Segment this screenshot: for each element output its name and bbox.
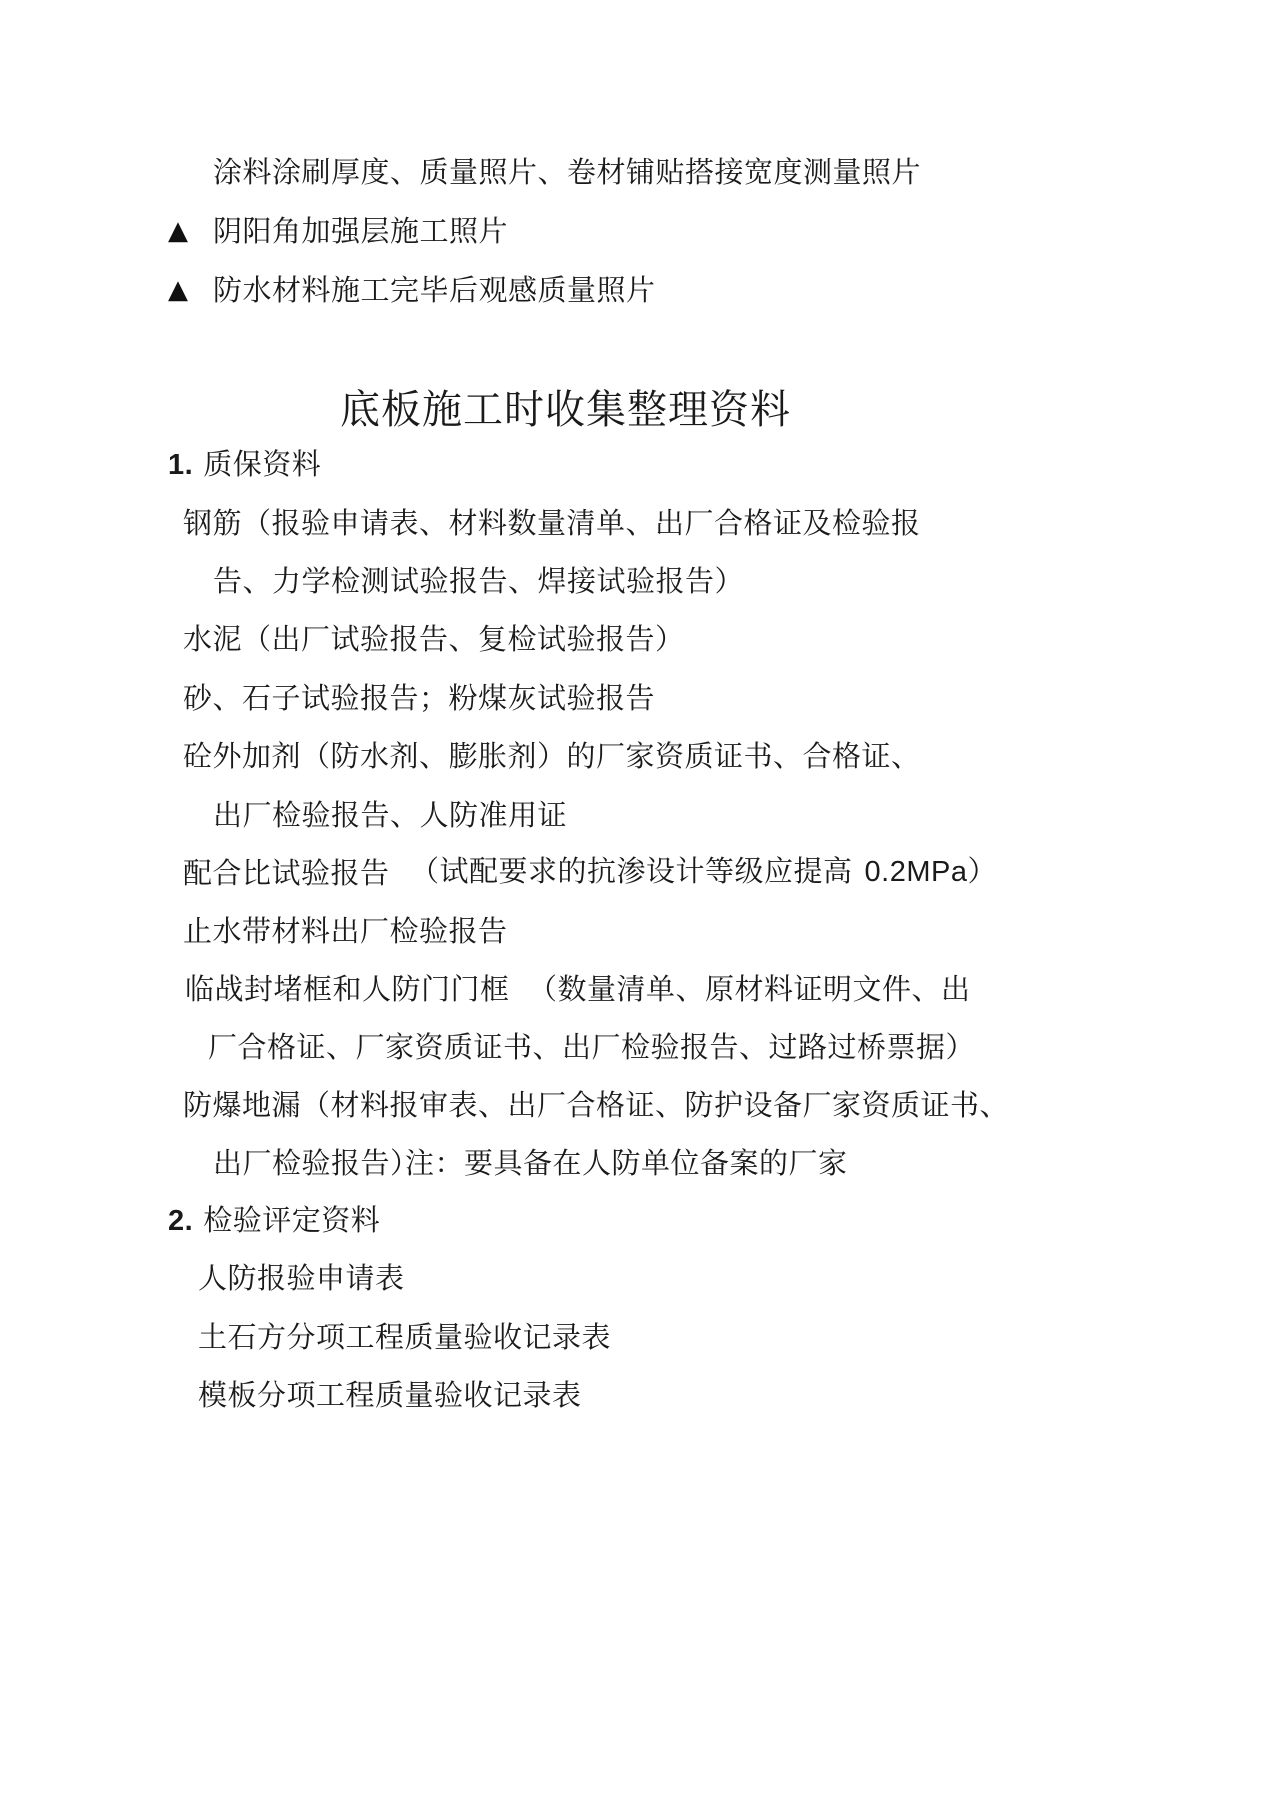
- triangle-bullet-icon: ▲: [168, 216, 188, 246]
- quality-heading-text: 质保资料: [203, 447, 322, 481]
- drain-line-2a: 出厂检验报告）: [213, 1146, 420, 1180]
- mix-ratio-note: [410, 851, 997, 892]
- mix-ratio-close: ）: [967, 854, 997, 888]
- quality-heading: [168, 444, 321, 485]
- photo-thickness-line: 涂料涂刷厚度、质量照片、卷材铺贴搭接宽度测量照片: [213, 155, 922, 189]
- section-title: 底板施工时收集整理资料: [340, 387, 791, 433]
- blast-frame-note: （数量清单、原材料证明文件、出: [528, 972, 971, 1006]
- inspection-heading: [168, 1200, 380, 1241]
- admixture-line-1: 砼外加剂（防水剂、膨胀剂）的厂家资质证书、合格证、: [183, 739, 921, 773]
- photo-item-corner: 阴阳角加强层施工照片: [213, 214, 509, 248]
- mix-ratio-main: 配合比试验报告: [183, 856, 390, 890]
- inspection-item-application: 人防报验申请表: [198, 1261, 405, 1295]
- drain-line-1: 防爆地漏（材料报审表、出厂合格证、防护设备厂家资质证书、: [183, 1088, 1010, 1122]
- drain-line-2b: 注：要具备在人防单位备案的厂家: [405, 1146, 848, 1180]
- photo-item-appearance: 防水材料施工完毕后观感质量照片: [213, 273, 656, 307]
- waterstop-line: 止水带材料出厂检验报告: [183, 914, 508, 948]
- inspection-item-formwork: 模板分项工程质量验收记录表: [198, 1378, 582, 1412]
- rebar-line-2: 告、力学检测试验报告、焊接试验报告）: [213, 564, 745, 598]
- triangle-bullet-icon: ▲: [168, 275, 188, 305]
- sand-line: 砂、石子试验报告；粉煤灰试验报告: [183, 681, 656, 715]
- cement-line: 水泥（出厂试验报告、复检试验报告）: [183, 622, 685, 656]
- blast-frame-main: 临战封堵框和人防门门框: [185, 972, 510, 1006]
- mix-ratio-value: 0.2MPa: [864, 856, 968, 888]
- mix-ratio-note-text: （试配要求的抗渗设计等级应提高: [410, 854, 853, 888]
- admixture-line-2: 出厂检验报告、人防准用证: [213, 798, 568, 832]
- rebar-line-1: 钢筋（报验申请表、材料数量清单、出厂合格证及检验报: [183, 506, 921, 540]
- inspection-item-earthwork: 土石方分项工程质量验收记录表: [198, 1320, 612, 1354]
- inspection-heading-text: 检验评定资料: [203, 1203, 381, 1237]
- quality-number: 1.: [168, 449, 194, 481]
- inspection-number: 2.: [168, 1205, 194, 1237]
- blast-frame-line-2: 厂合格证、厂家资质证书、出厂检验报告、过路过桥票据）: [208, 1030, 976, 1064]
